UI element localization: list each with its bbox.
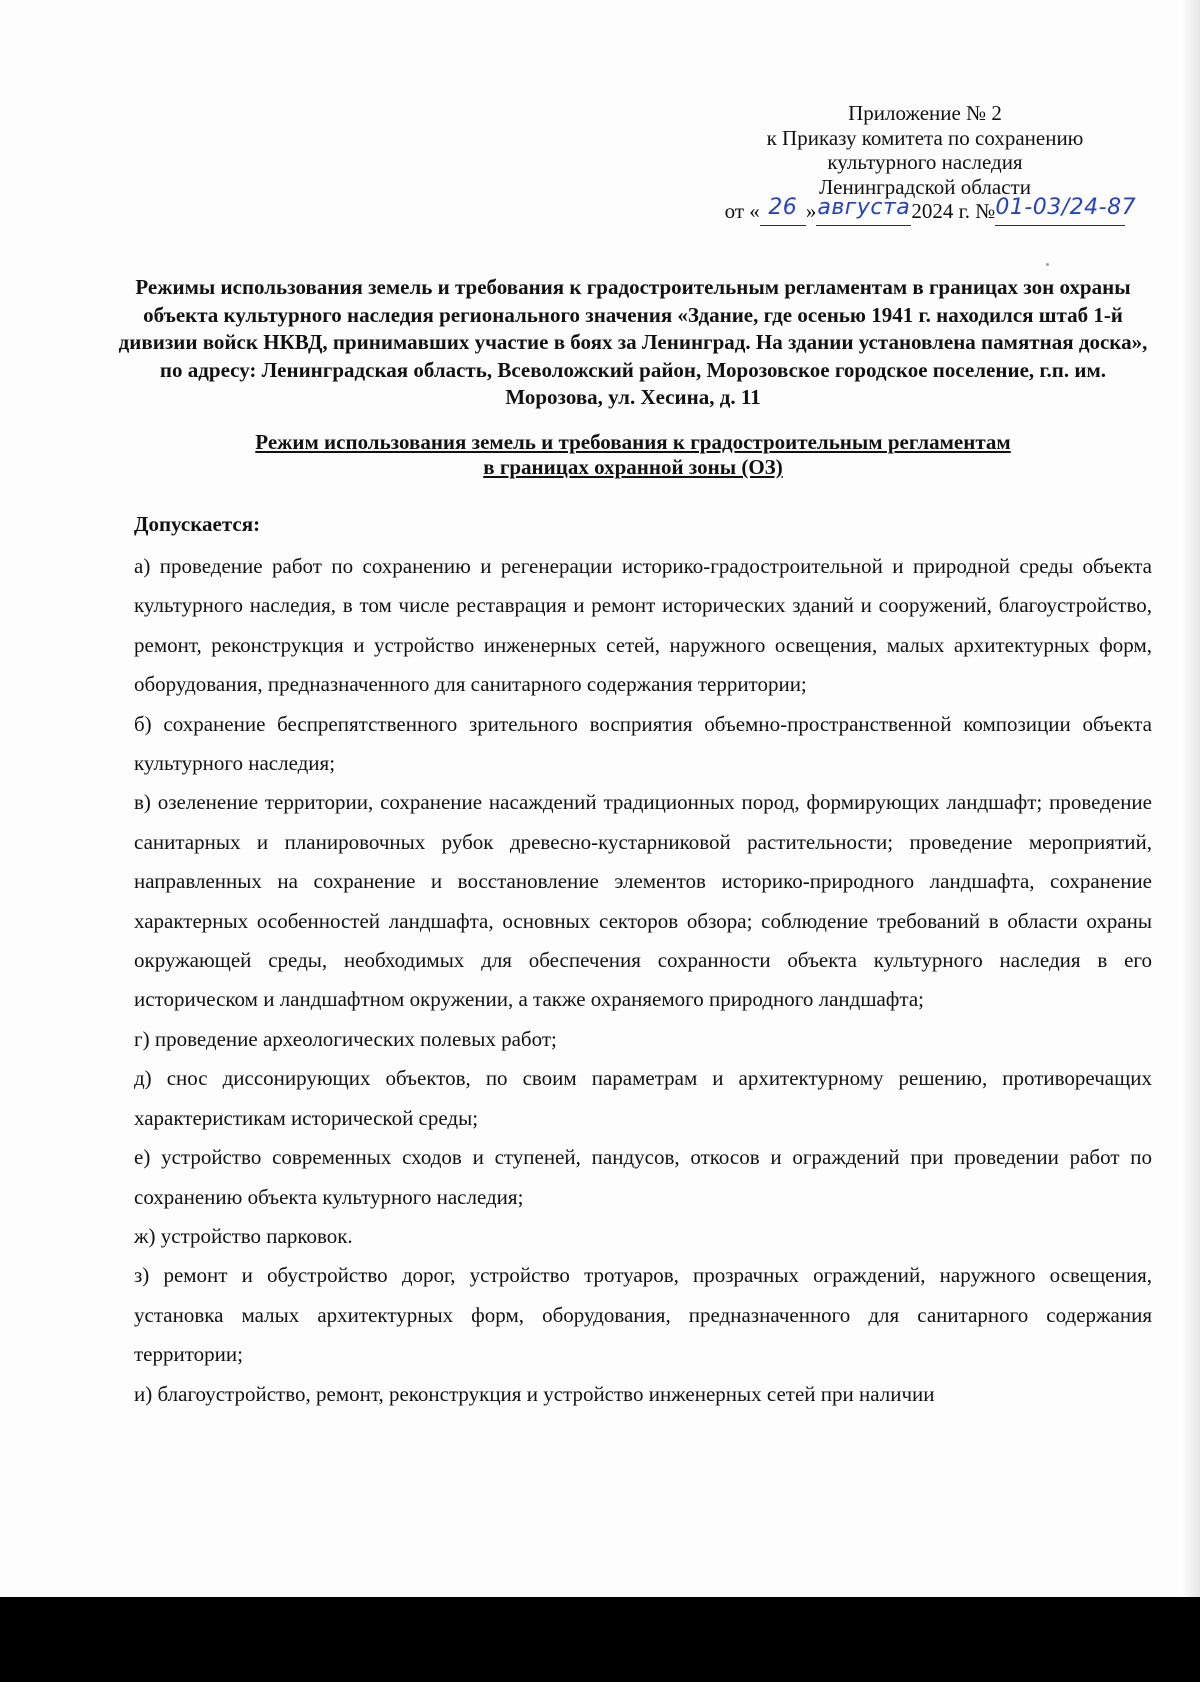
list-item: ж) устройство парковок.: [134, 1223, 353, 1248]
scan-bottom-black-bar: [0, 1597, 1200, 1682]
appendix-region-line: Ленинградской области: [819, 174, 1031, 199]
handwritten-order-number: 01-03/24-87: [995, 195, 1137, 220]
list-item: г) проведение археологических полевых работ;: [134, 1026, 557, 1051]
section-heading: [118, 430, 1148, 480]
list-item: а) проведение работ по сохранению и регенерации историко-градостроительной и природной среды объекта культурного наследия, в том числе реставрация и ремонт исторических зданий и сооружений, благоустройство, ремонт, реконструкция и устройство инженерных сетей, наружного освещения, малых архитектурных форм, оборудования, предназначенного для санитарного содержания территории;: [134, 554, 1152, 697]
appendix-committee-line: культурного наследия: [827, 150, 1023, 174]
handwritten-month: августа: [817, 195, 911, 220]
year-and-number-label: 2024 г. №: [911, 199, 996, 223]
scan-right-edge-shadow: [1180, 0, 1200, 1597]
date-quote-close: »: [805, 199, 817, 223]
scan-artifact-dot: [1046, 263, 1049, 266]
section-heading-line-1: Режим использования земель и требования к градостроительным регламентам: [255, 430, 1011, 454]
appendix-date-number-line: [690, 195, 1160, 226]
date-prefix: от «: [724, 199, 760, 223]
month-blank: [816, 195, 911, 226]
list-item: и) благоустройство, ремонт, реконструкция и устройство инженерных сетей при наличии: [134, 1381, 935, 1406]
appendix-number: Приложение № 2: [848, 101, 1002, 125]
list-item: з) ремонт и обустройство дорог, устройство тротуаров, прозрачных ограждений, наружного освещения, установка малых архитектурных форм, оборудования, предназначенного для санитарного содержания территории;: [134, 1263, 1152, 1367]
allowed-items-list: [134, 547, 1152, 1414]
document-title: Режимы использования земель и требования к градостроительным регламентам в границах зон охраны объекта культурного наследия регионального значения «Здание, где осенью 1941 г. находился штаб 1-й дивизии войск НКВД, принимавших участие в боях за Ленинград. На здании установлена памятная доска», по адресу: Ленинградская область, Всеволожский район, Морозовское городское поселение, г.п. им. Морозова, ул. Хесина, д. 11: [118, 275, 1148, 409]
appendix-block: [690, 101, 1160, 226]
day-blank: [760, 195, 806, 226]
allowed-label: Допускается:: [134, 512, 261, 536]
list-item: е) устройство современных сходов и ступеней, пандусов, откосов и ограждений при проведении работ по сохранению объекта культурного наследия;: [134, 1145, 1152, 1209]
list-item: б) сохранение беспрепятственного зрительного восприятия объемно-пространственной композиции объекта культурного наследия;: [134, 711, 1152, 776]
list-item: в) озеленение территории, сохранение насаждений традиционных пород, формирующих ландшафт; проведение санитарных и планировочных рубок древесно-кустарниковой растительности; проведение мероприятий, направленных на сохранение и восстановление элементов историко-природного ландшафта, сохранение характерных особенностей ландшафта, основных секторов обзора; соблюдение требований в области охраны окружающей среды, необходимых для обеспечения сохранности объекта культурного наследия в его историческом и ландшафтном окружении, а также охраняемого природного ландшафта;: [134, 790, 1152, 1012]
appendix-order-reference: к Приказу комитета по сохранению: [766, 125, 1084, 150]
order-number-blank: [995, 195, 1137, 226]
handwritten-day: 26: [768, 195, 798, 220]
section-heading-line-2: в границах охранной зоны (ОЗ): [483, 455, 783, 479]
list-item: д) снос диссонирующих объектов, по своим параметрам и архитектурному решению, противоречащих характеристикам исторической среды;: [134, 1066, 1152, 1130]
